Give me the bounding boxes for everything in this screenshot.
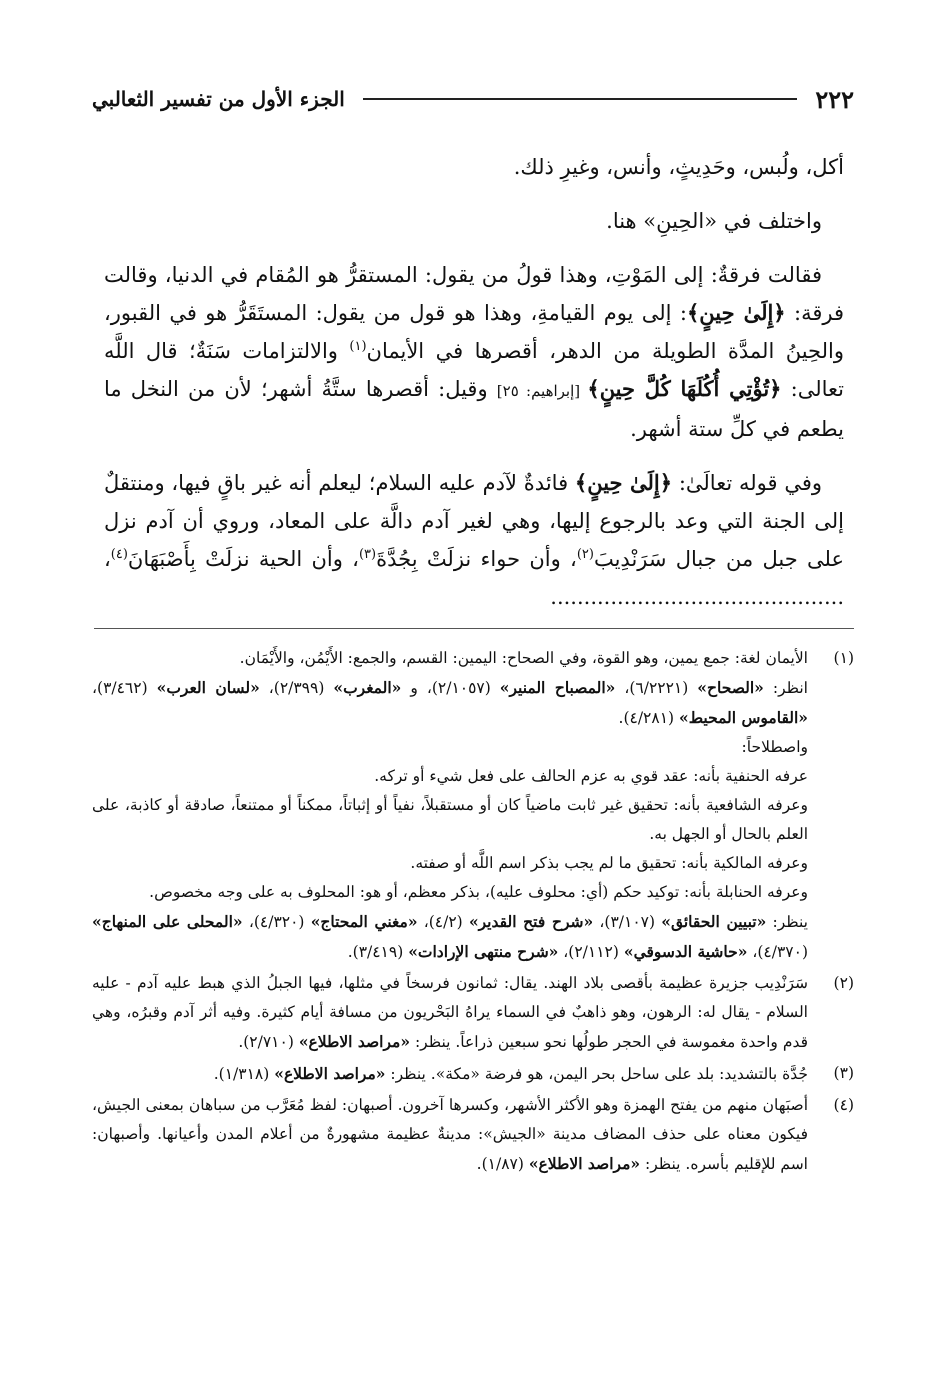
text-segment: فقالت فرقةٌ: إلى المَوْتِ، وهذا قولُ من يقول: المستقرُّ هو المُقام في الدنيا، وقالت فرقة:	[104, 263, 844, 325]
text-segment: (٤/٣٧٠)،	[747, 943, 808, 961]
text-segment: ، وأن الحية نزلَتْ بِأَصْبَهَانَ	[127, 547, 359, 571]
text-segment: انظر:	[763, 679, 808, 697]
ellipsis-dots: ............................................	[550, 585, 844, 609]
text-segment: (٣/٤٦٢)،	[92, 679, 157, 697]
source-title: «مراصد الاطلاع»	[528, 1154, 641, 1173]
footnote-line	[92, 907, 808, 967]
main-text	[104, 148, 844, 632]
source-title: «مغني المحتاج»	[310, 912, 418, 931]
text-segment: والالتزامات سَنَةٌ؛ قال اللَّه تعالى:	[104, 339, 845, 401]
source-title: «شرح منتهى الإرادات»	[408, 942, 559, 961]
footnote-line: عرفه الحنفية بأنه: عقد قوي به عزم الحالف على فعل شيء أو تركه.	[374, 767, 808, 785]
text-segment: (٣/٤١٩).	[347, 943, 409, 961]
footnote-body	[92, 969, 808, 1057]
footnote-line	[92, 969, 808, 1057]
source-title: «شرح فتح القدير»	[468, 912, 594, 931]
text-segment: ينظر:	[766, 913, 808, 931]
text-segment: (٤/٢٨١).	[618, 709, 680, 727]
footnote-line: واصطلاحاً:	[741, 738, 808, 756]
footnote-number: (٢)	[833, 974, 854, 992]
footnote-line: وعرفه الشافعية بأنه: تحقيق غير ثابت ماضياً كان أو مستقبلاً، نفياً أو إثباتاً، ممكناً أو ممتنعاً، صادقة أو كاذبة، على العلم بالحال أو الجهل به.	[92, 796, 808, 843]
text-segment: ، وأن حواء نزلَتْ بِجُدَّةَ	[376, 547, 577, 571]
page-number: ٢٢٢	[815, 84, 854, 114]
footnote-number: (٣)	[833, 1064, 854, 1082]
footnote-line: وعرفه الحنابلة بأنه: توكيد حكم (أي: محلوف عليه)، بذكر معظم، أو هو: المحلوف به على وجه مخصوص.	[149, 883, 808, 901]
footnote-line	[92, 1059, 808, 1089]
text-segment: فائدةٌ لآدم عليه السلام؛ ليعلم أنه غير باقٍ فيها، ومنتقلٌ إلى الجنة التي وعد بالرجوع إليها، وهي لغير آدم دالَّة على المعاد، وروي أن آدم نزل على جبل من جبال سَرَنْدِيبَ	[104, 471, 845, 571]
text-segment: (٤/٢)،	[417, 913, 469, 931]
source-title: «مراصد الاطلاع»	[298, 1032, 411, 1051]
footnote-line: وعرفه المالكية بأنه: تحقيق ما لم يجب بذكر اسم اللَّه أو صفته.	[410, 854, 808, 872]
footnote-marker[interactable]: (٤)	[110, 547, 128, 562]
text-segment: (٢/١٠٥٧)، و	[401, 679, 500, 697]
quran-quote: ﴿إِلَىٰ حِينٍ﴾	[686, 300, 786, 325]
source-title: «حاشية الدسوقي»	[623, 942, 748, 961]
text-segment: (١/٨٧).	[476, 1155, 529, 1173]
text-segment: (٣/١٠٧)،	[593, 913, 662, 931]
paragraph-3	[104, 256, 844, 448]
text-segment: : إلى يوم القيامةِ، وهذا هو قول من يقول: المستَقَرُّ هو في القبور، والحِينُ المدَّة الطويلة من الدهر، أقصرها في الأيمان	[104, 301, 844, 363]
footnotes	[92, 644, 854, 1181]
source-title: «المغرب»	[333, 678, 402, 697]
paragraph-4	[104, 464, 844, 616]
footnote-marker[interactable]: (١)	[349, 339, 367, 354]
quran-quote: ﴿تُؤْتِي أُكُلَهَا كُلَّ حِينٍ﴾	[587, 376, 782, 401]
footnote-line: الأيمان لغة: جمع يمين، وهو القوة، وفي الصحاح: اليمين: القسم، والجمع: الأَيْمُن، والأَيْمَان.	[239, 649, 808, 667]
running-title: الجزء الأول من تفسير الثعالبي	[92, 87, 345, 111]
footnote-number: (١)	[833, 649, 854, 667]
source-title: «تبيين الحقائق»	[661, 912, 767, 931]
footnote-2	[92, 969, 854, 1057]
source-title: «المصباح المنير»	[499, 678, 616, 697]
text-segment: (٢/٣٩٩)،	[259, 679, 334, 697]
source-title: «الصحاح»	[697, 678, 764, 697]
header-rule	[363, 98, 798, 100]
footnote-body	[92, 1091, 808, 1179]
footnote-number: (٤)	[833, 1096, 854, 1114]
source-title: «المحلى على المنهاج»	[92, 912, 243, 931]
footnote-marker[interactable]: (٢)	[576, 547, 594, 562]
source-title: «لسان العرب»	[156, 678, 260, 697]
text-segment: وقيل: أقصرها ستَّةُ أشهر؛ لأن من النخل ما يطعم في كلِّ ستة أشهر.	[104, 377, 844, 441]
text-segment: (٢/٧١٠).	[238, 1033, 299, 1051]
footnote-marker[interactable]: (٣)	[358, 547, 377, 562]
text-segment: أصبَهان منهم من يفتح الهمزة وهو الأكثر الأشهر، وكسرها آخرون. أصبهان: لفظ مُعَرَّب من سباهان بمعنى الجيش، فيكون معناه على حذف المضاف مدينة «الجيش»: مدينةٌ عظيمة مشهورةٌ من أعلام المدن وأعيانها. وأصبهان: اسم للإقليم بأسره. ينظر:	[92, 1096, 808, 1173]
text-segment: ،	[104, 547, 111, 571]
footnote-4	[92, 1091, 854, 1179]
quran-quote: ﴿إِلَىٰ حِينٍ﴾	[574, 470, 673, 495]
verse-reference: [إبراهيم: ٢٥]	[496, 382, 588, 400]
footnote-3	[92, 1059, 854, 1089]
footnote-separator	[94, 628, 854, 629]
source-title: «مراصد الاطلاع»	[274, 1064, 386, 1083]
text-segment: (١/٣١٨).	[213, 1065, 275, 1083]
text-segment: (٦/٢٢٢١)،	[615, 679, 698, 697]
text-segment: وفي قوله تعالَىٰ:	[672, 471, 823, 495]
text-segment: سَرَنْدِيب جزيرة عظيمة بأقصى بلاد الهند. يقال: ثمانون فرسخاً في مثلها، فيها الجبلُ الذي هبط عليه آدم - عليه السلام - يقال له: الرهون، وهو ذاهبٌ في السماء يراهُ البَحْريون من مسافة أيام كثيرة. وفيه أثر آدم وقبرُه، وهي قدم واحدة مغموسة في الحجر طولُها نحو سبعين ذراعاً. ينظر:	[92, 974, 808, 1051]
text-segment: جُدَّة بالتشديد: بلد على ساحل بحر اليمن، هو فرضة «مكة». ينظر:	[385, 1065, 808, 1083]
source-title: «القاموس المحيط»	[679, 708, 808, 727]
text-segment: (٢/١١٢)،	[558, 943, 624, 961]
footnote-body	[92, 644, 808, 967]
paragraph-1: أكل، ولُبس، وحَدِيثٍ، وأنس، وغيرِ ذلك.	[513, 155, 844, 179]
text-segment: (٤/٣٢٠)،	[242, 913, 311, 931]
footnote-body	[92, 1059, 808, 1089]
footnote-line	[92, 673, 808, 733]
paragraph-2: واختلف في «الحِينِ» هنا.	[606, 209, 822, 233]
page-header	[92, 82, 854, 116]
footnote-line	[92, 1091, 808, 1179]
footnote-1	[92, 644, 854, 967]
